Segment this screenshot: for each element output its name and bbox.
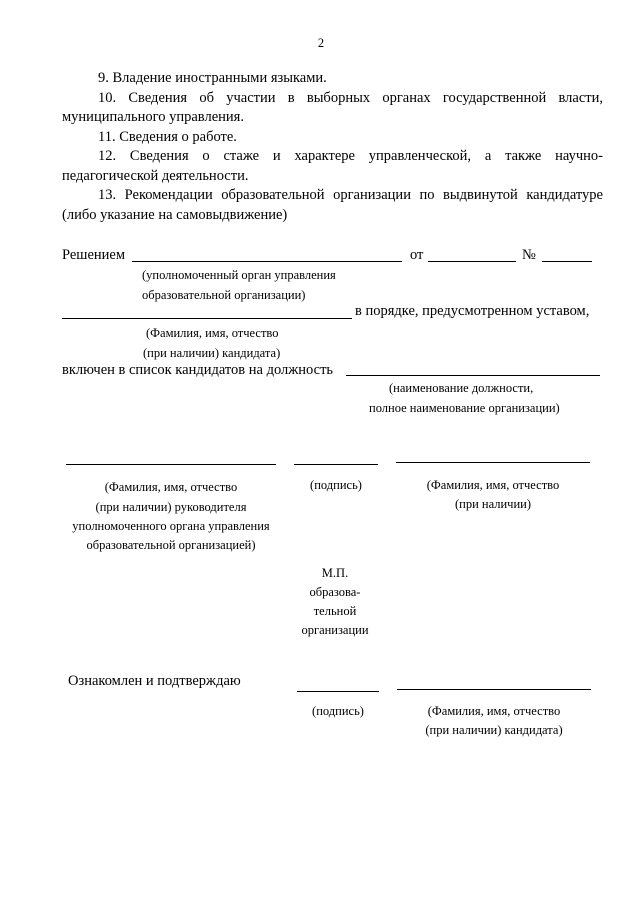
- fullname-caption-line1: (Фамилия, имя, отчество: [426, 478, 560, 492]
- head-caption-line2: (при наличии) руководителя: [95, 500, 247, 514]
- ack-name-caption-line2: (при наличии) кандидата): [425, 723, 563, 737]
- organ-blank-line: [132, 261, 402, 262]
- organ-caption-line1: (уполномоченный орган управления: [142, 268, 336, 282]
- ack-signature-blank-line: [297, 691, 379, 692]
- seal-line4: организации: [301, 623, 369, 637]
- item-10-line1: 10. Сведения об участии в выборных органах государственной власти,: [98, 90, 603, 106]
- head-signature-caption: (подпись): [310, 478, 362, 492]
- included-text: включен в список кандидатов на должность: [62, 362, 334, 378]
- fullname-caption-line2: (при наличии): [454, 497, 532, 511]
- from-label: от: [410, 247, 424, 263]
- candidate-caption-line2: (при наличии) кандидата): [143, 346, 281, 360]
- head-caption-line4: образовательной организацией): [86, 538, 256, 552]
- ack-name-caption-line1: (Фамилия, имя, отчество: [427, 704, 561, 718]
- item-10-line2: муниципального управления.: [62, 109, 244, 125]
- number-blank-line: [542, 261, 592, 262]
- item-9: 9. Владение иностранными языками.: [98, 70, 327, 86]
- item-12-line2: педагогической деятельности.: [62, 168, 249, 184]
- position-blank-line: [346, 375, 600, 376]
- ack-signature-caption: (подпись): [312, 704, 364, 718]
- candidate-caption-line1: (Фамилия, имя, отчество: [146, 326, 279, 340]
- seal-line3: тельной: [313, 604, 357, 618]
- ack-name-blank-line: [397, 689, 591, 690]
- position-caption-line1: (наименование должности,: [389, 381, 534, 395]
- head-caption-line1: (Фамилия, имя, отчество: [104, 480, 238, 494]
- date-blank-line: [428, 261, 516, 262]
- decision-label: Решением: [62, 247, 126, 263]
- head-fullname-blank-line: [396, 462, 590, 463]
- head-name-blank-line: [66, 464, 276, 465]
- item-13-line2: (либо указание на самовыдвижение): [62, 207, 288, 223]
- acknowledgement-label: Ознакомлен и подтверждаю: [68, 673, 241, 689]
- head-caption-line3: уполномоченного органа управления: [72, 519, 270, 533]
- seal-line2: образова-: [309, 585, 361, 599]
- seal-line1: М.П.: [321, 566, 349, 580]
- organ-caption-line2: образовательной организации): [142, 288, 306, 302]
- number-label: №: [522, 247, 536, 263]
- head-signature-blank-line: [294, 464, 378, 465]
- candidate-blank-line: [62, 318, 352, 319]
- item-13-line1: 13. Рекомендации образовательной организации по выдвинутой кандидатуре: [98, 187, 603, 203]
- item-11: 11. Сведения о работе.: [98, 129, 237, 145]
- item-12-line1: 12. Сведения о стаже и характере управленческой, а также научно-: [98, 148, 603, 164]
- page-number: 2: [317, 36, 325, 50]
- position-caption-line2: полное наименование организации): [369, 401, 560, 415]
- order-text: в порядке, предусмотренном уставом,: [355, 303, 590, 319]
